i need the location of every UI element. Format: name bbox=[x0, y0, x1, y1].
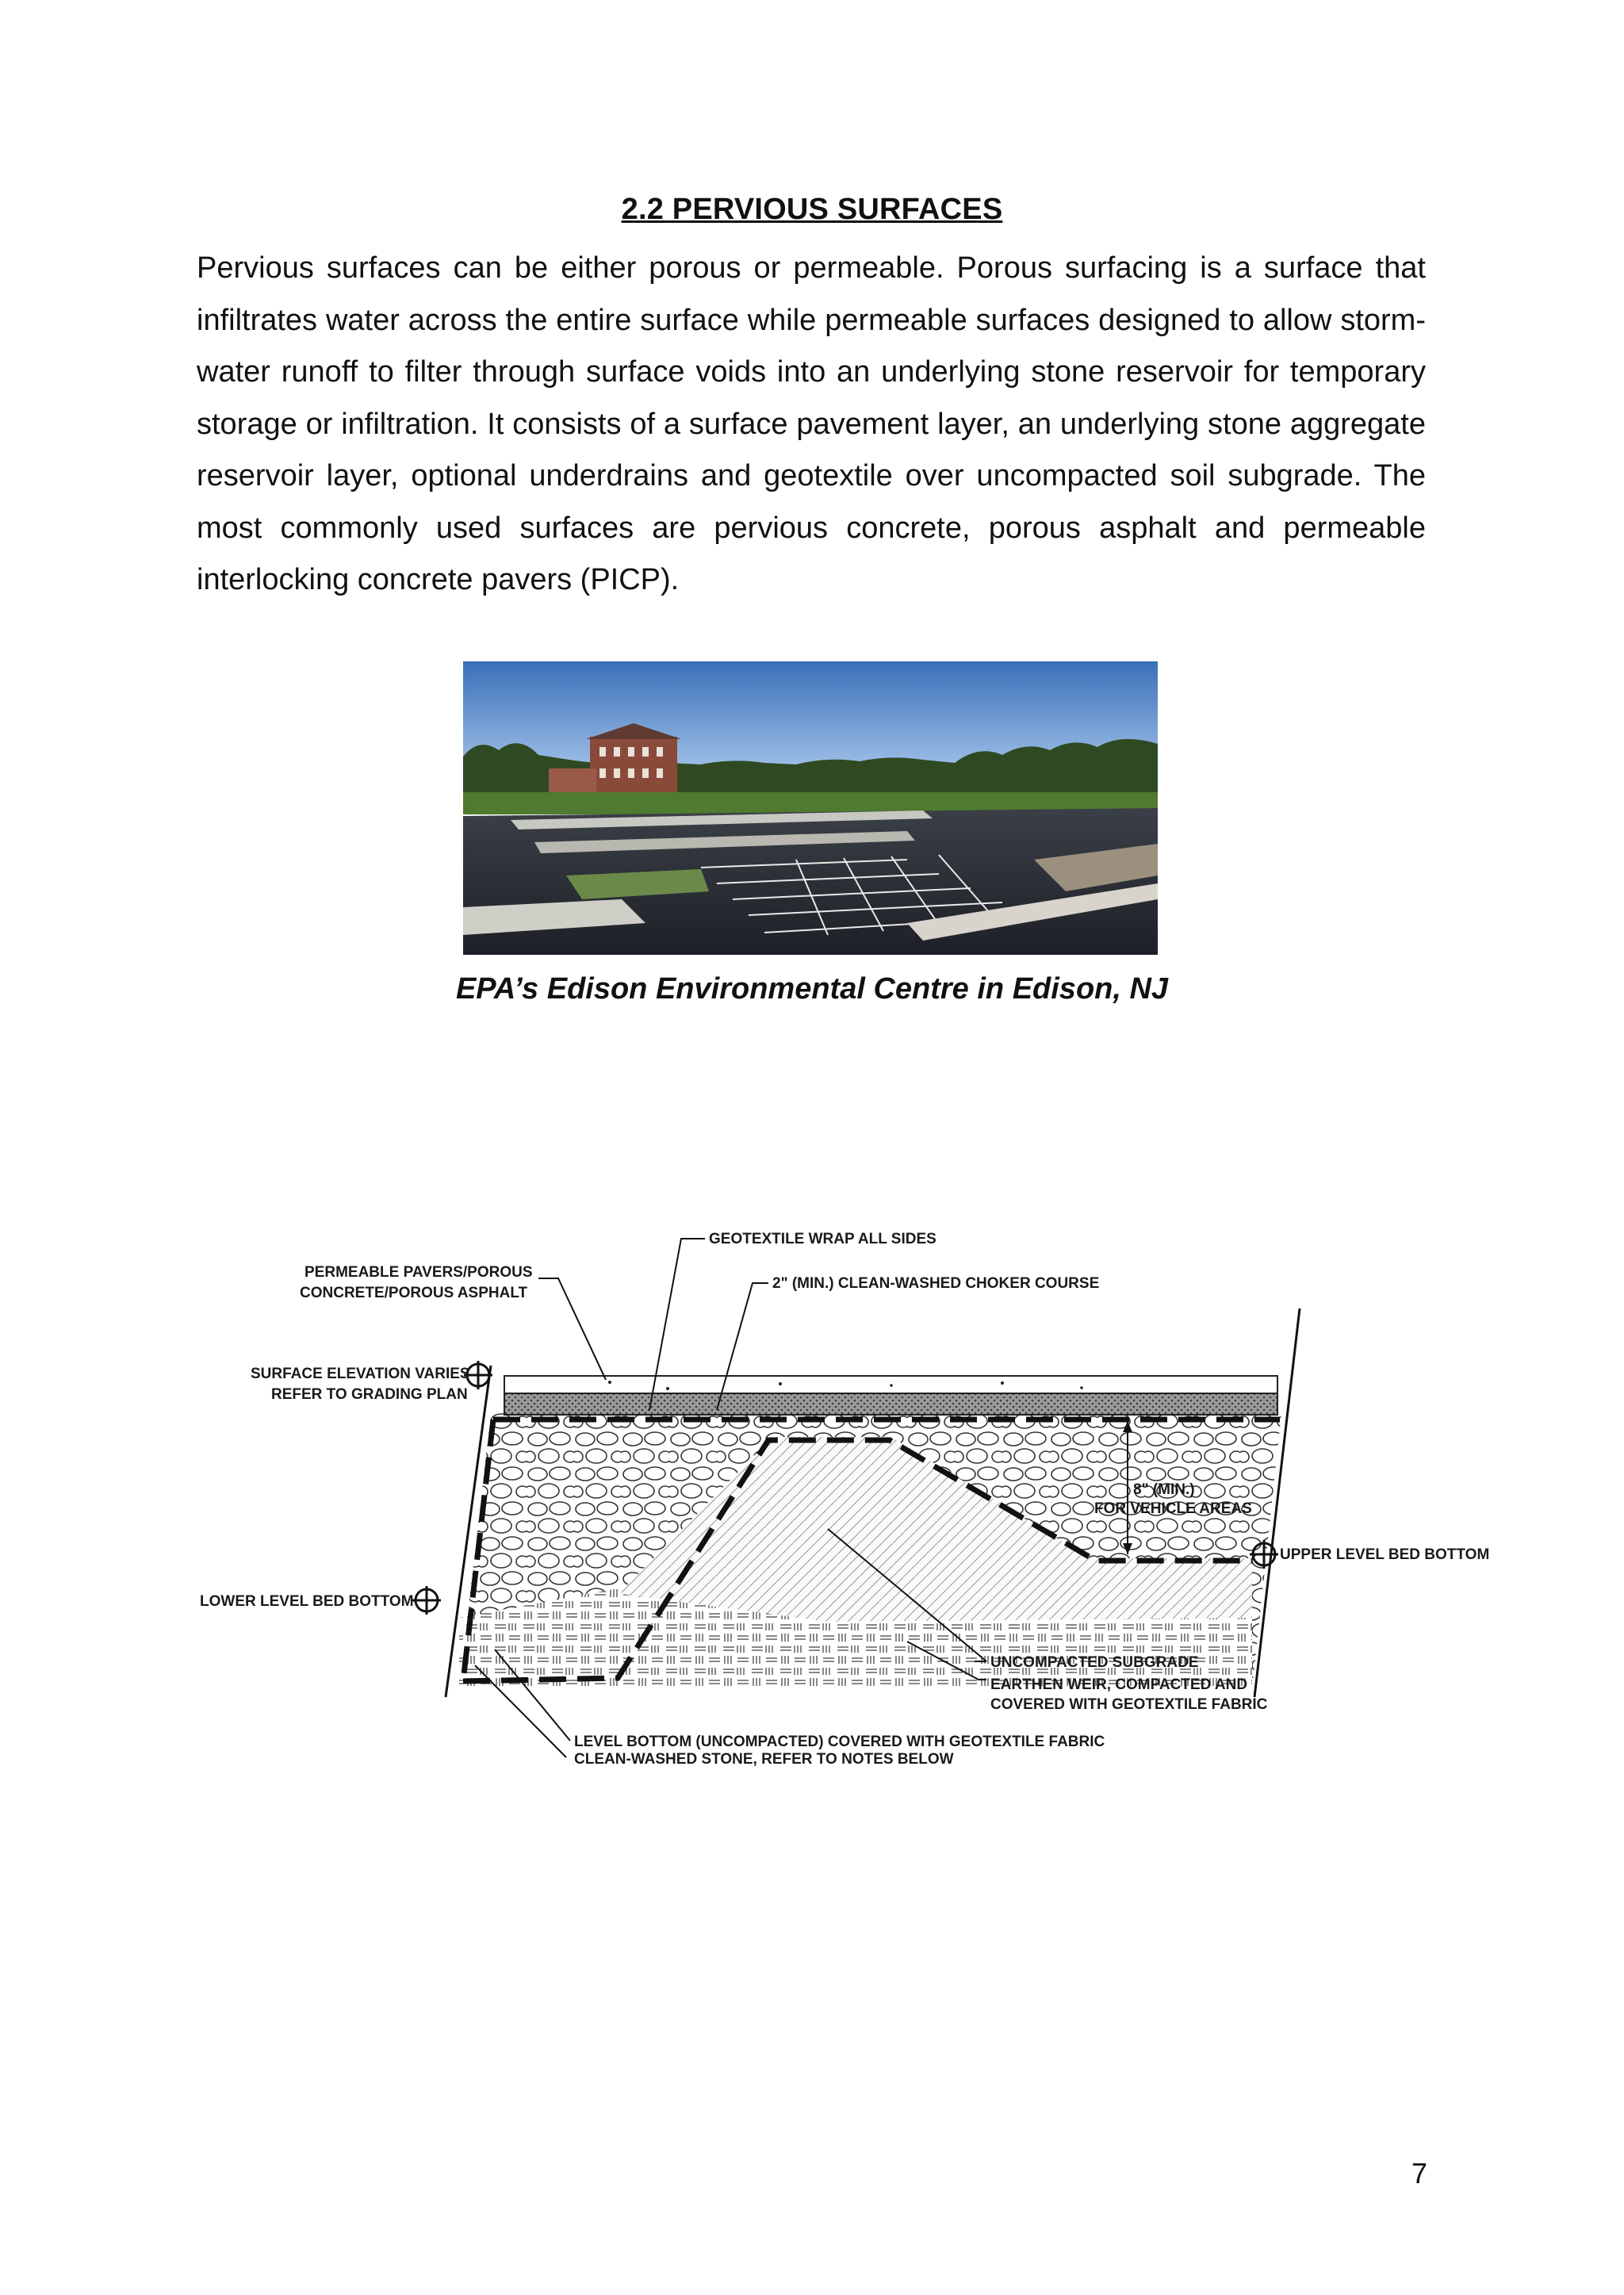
page-number: 7 bbox=[1411, 2157, 1427, 2190]
label-pavers-line2: CONCRETE/POROUS ASPHALT bbox=[300, 1285, 528, 1301]
label-weir-line1: EARTHEN WEIR, COMPACTED AND bbox=[990, 1676, 1248, 1693]
label-clean-washed-stone: CLEAN-WASHED STONE, REFER TO NOTES BELOW bbox=[574, 1751, 954, 1768]
section-body-paragraph: Pervious surfaces can be either porous or permeable. Porous surfacing is a surface that infiltrates water across the entire surface while permeable surfaces designed to allow storm-water runoff to filter through surface voids into an underlying stone reservoir for temporary storage or infiltration. It consists of a surface pavement layer, an underlying stone aggregate reservoir layer, optional underdrains and geotextile over uncompacted soil subgrade. The most commonly used surfaces are pervious concrete, porous asphalt and permeable interlocking concrete pavers (PICP). bbox=[197, 251, 1426, 596]
pavement-cross-section-diagram bbox=[193, 1221, 1494, 1776]
label-depth-line2: FOR VEHICLE AREAS bbox=[1094, 1500, 1252, 1517]
photo-caption: EPA’s Edison Environmental Centre in Edison, NJ bbox=[455, 972, 1169, 1006]
label-lower-bed-bottom: LOWER LEVEL BED BOTTOM bbox=[200, 1593, 414, 1610]
label-weir-line2: COVERED WITH GEOTEXTILE FABRIC bbox=[990, 1696, 1268, 1713]
label-surface-line2: REFER TO GRADING PLAN bbox=[271, 1386, 468, 1403]
label-level-bottom: LEVEL BOTTOM (UNCOMPACTED) COVERED WITH GEOTEXTILE FABRIC bbox=[574, 1734, 1105, 1750]
label-choker-course: 2" (MIN.) CLEAN-WASHED CHOKER COURSE bbox=[772, 1275, 1100, 1292]
label-pavers-line1: PERMEABLE PAVERS/POROUS bbox=[304, 1264, 533, 1281]
label-depth-line1: 8" (MIN.) bbox=[1133, 1481, 1195, 1498]
label-geotextile-wrap: GEOTEXTILE WRAP ALL SIDES bbox=[709, 1231, 936, 1247]
label-surface-line1: SURFACE ELEVATION VARIES bbox=[251, 1366, 470, 1382]
parking-lot-photo bbox=[463, 661, 1158, 955]
section-heading: 2.2 PERVIOUS SURFACES bbox=[621, 193, 1003, 226]
label-uncompacted-subgrade: UNCOMPACTED SUBGRADE bbox=[990, 1654, 1199, 1671]
label-upper-bed-bottom: UPPER LEVEL BED BOTTOM bbox=[1280, 1546, 1490, 1563]
